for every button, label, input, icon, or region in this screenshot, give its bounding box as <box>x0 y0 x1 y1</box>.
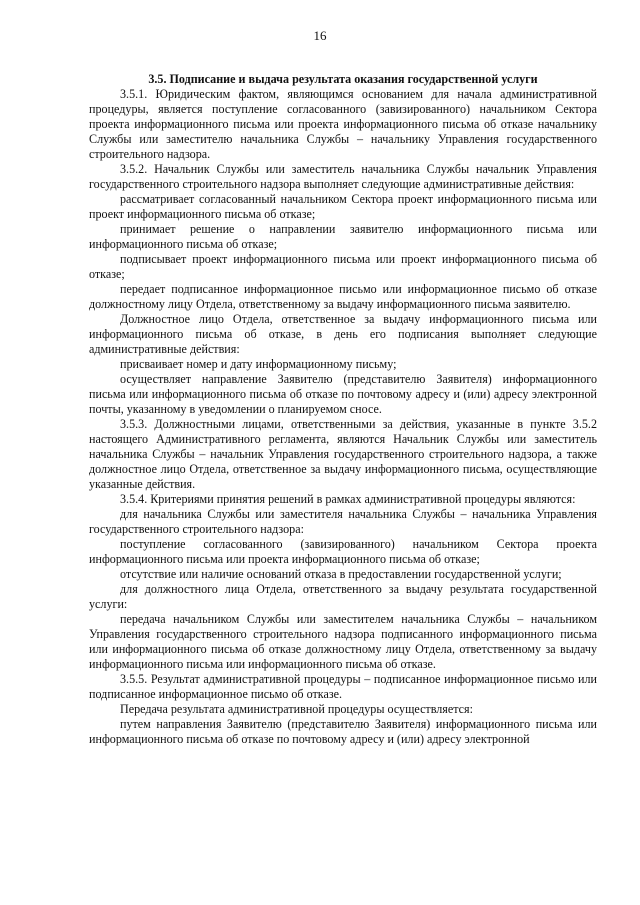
paragraph: Передача результата административной процедуры осуществляется: <box>120 702 473 716</box>
paragraph-3-5-2: 3.5.2. Начальник Службы или заместитель начальника Службы начальник Управления государственного строительного надзора выполняет следующие административные действия: <box>89 162 597 191</box>
paragraph: рассматривает согласованный начальником Сектора проект информационного письма или проект информационного письма об отказе; <box>89 192 597 221</box>
paragraph: подписывает проект информационного письма или проект информационного письма об отказе; <box>89 252 597 281</box>
paragraph: отсутствие или наличие оснований отказа в предоставлении государственной услуги; <box>120 567 562 581</box>
paragraph: поступление согласованного (завизированного) начальником Сектора проекта информационного письма или проекта информационного письма об отказе; <box>89 537 597 566</box>
paragraph: принимает решение о направлении заявителю информационного письма или информационного письма об отказе; <box>89 222 597 251</box>
paragraph-3-5-1: 3.5.1. Юридическим фактом, являющимся основанием для начала административной процедуры, является поступление согласованного (завизированного) начальником Сектора проекта информационного письма или проекта информационного письма об отказе начальнику Службы или заместителю начальника Службы – начальнику Управления государственного строительного надзора. <box>89 87 597 161</box>
document-body <box>89 72 597 747</box>
paragraph-3-5-4: 3.5.4. Критериями принятия решений в рамках административной процедуры являются: <box>120 492 576 506</box>
paragraph: передача начальником Службы или заместителем начальника Службы – начальником Управления государственного строительного надзора подписанного информационного письма или информационного письма об отказе должностному лицу Отдела, ответственному за выдачу информационного письма или информационного письма об отказе. <box>89 612 597 671</box>
paragraph: осуществляет направление Заявителю (представителю Заявителя) информационного письма или информационного письма об отказе по почтовому адресу и (или) адресу электронной почты, указанному в уведомлении о планируемом сносе. <box>89 372 597 416</box>
paragraph: для должностного лица Отдела, ответственного за выдачу результата государственной услуги: <box>89 582 597 611</box>
paragraph: передает подписанное информационное письмо или информационное письмо об отказе должностному лицу Отдела, ответственному за выдачу информационного письма заявителю. <box>89 282 597 311</box>
paragraph: для начальника Службы или заместителя начальника Службы – начальника Управления государственного строительного надзора: <box>89 507 597 536</box>
page-number: 16 <box>313 28 327 43</box>
paragraph-3-5-5: 3.5.5. Результат административной процедуры – подписанное информационное письмо или подписанное информационное письмо об отказе. <box>89 672 597 701</box>
section-title: 3.5. Подписание и выдача результата оказания государственной услуги <box>148 72 538 86</box>
paragraph: путем направления Заявителю (представителю Заявителя) информационного письма или информационного письма об отказе по почтовому адресу и (или) адресу электронной <box>89 717 597 746</box>
paragraph-3-5-3: 3.5.3. Должностными лицами, ответственными за действия, указанные в пункте 3.5.2 настоящего Административного регламента, являются Начальник Службы или заместитель начальника Службы – начальник Управления государственного строительного надзора, а также должностное лицо Отдела, ответственное за выдачу информационного письма, осуществляющие указанные действия. <box>89 417 597 491</box>
paragraph: Должностное лицо Отдела, ответственное за выдачу информационного письма или информационного письма об отказе, в день его подписания выполняет следующие административные действия: <box>89 312 597 356</box>
paragraph: присваивает номер и дату информационному письму; <box>120 357 397 371</box>
